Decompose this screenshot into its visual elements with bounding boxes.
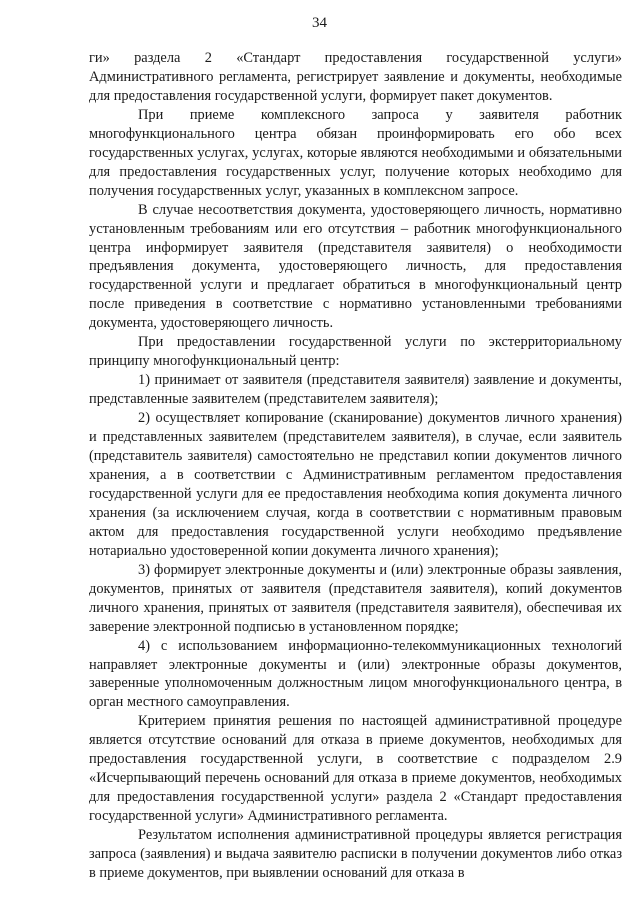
- paragraph: Критерием принятия решения по настоящей административной процедуре является отсутствие оснований для отказа в приеме документов, необходимых для предоставления государственной услуги, в соответствие с подразделом 2.9 «Исчерпывающий перечень оснований для отказа в приеме документов, необходимых для предоставления государственной услуги» раздела 2 «Стандарт предоставления государственной услуги» Административного регламента.: [89, 713, 622, 825]
- page-number: 34: [312, 15, 327, 31]
- paragraph: В случае несоответствия документа, удостоверяющего личность, нормативно установленным требованиям или его отсутствия – работник многофункционального центра информирует заявителя (представителя заявителя) о необходимости предъявления документа, удостоверяющего личность, для предоставления государственной услуги и предлагает обратиться в многофункциональный центр после приведения в соответствие с нормативно установленными требованиями документа, удостоверяющего личность.: [89, 201, 622, 332]
- list-item: 1) принимает от заявителя (представителя заявителя) заявление и документы, представленные заявителем (представителем заявителя);: [89, 372, 622, 408]
- document-body: [89, 49, 622, 883]
- paragraph: Результатом исполнения административной процедуры является регистрация запроса (заявления) и выдача заявителю расписки в получении документов либо отказ в приеме документов, при выявлении оснований для отказа в: [89, 827, 622, 881]
- paragraph: При предоставлении государственной услуги по экстерриториальному принципу многофункциональный центр:: [89, 334, 622, 370]
- list-item: 3) формирует электронные документы и (или) электронные образы заявления, документов, принятых от заявителя (представителя заявителя), копий документов личного хранения, принятых от заявителя (представителя заявителя), обеспечивая их заверение электронной подписью в установленном порядке;: [89, 561, 622, 635]
- list-item: 2) осуществляет копирование (сканирование) документов личного хранения) и представленных заявителем (представителем заявителя), в случае, если заявитель (представитель заявителя) самостоятельно не представил копии документов личного хранения, а в соответствии с Административным регламентом предоставления государственной услуги для ее предоставления необходима копия документа личного хранения (за исключением случая, когда в соответствии с нормативным правовым актом для предоставления государственной услуги необходимо предъявление нотариально удостоверенной копии документа личного хранения);: [89, 410, 622, 559]
- paragraph: ги» раздела 2 «Стандарт предоставления государственной услуги» Административного регламента, регистрирует заявление и документы, необходимые для предоставления государственной услуги, формирует пакет документов.: [89, 50, 622, 104]
- paragraph: При приеме комплексного запроса у заявителя работник многофункционального центра обязан проинформировать его обо всех государственных услугах, услугах, которые являются необходимыми и обязательными для предоставления государственных услуг, получение которых необходимо для получения государственных услуг, указанных в комплексном запросе.: [89, 106, 622, 199]
- list-item: 4) с использованием информационно-телекоммуникационных технологий направляет электронные документы и (или) электронные образы документов, заверенные уполномоченным должностным лицом многофункционального центра, в орган местного самоуправления.: [89, 637, 622, 711]
